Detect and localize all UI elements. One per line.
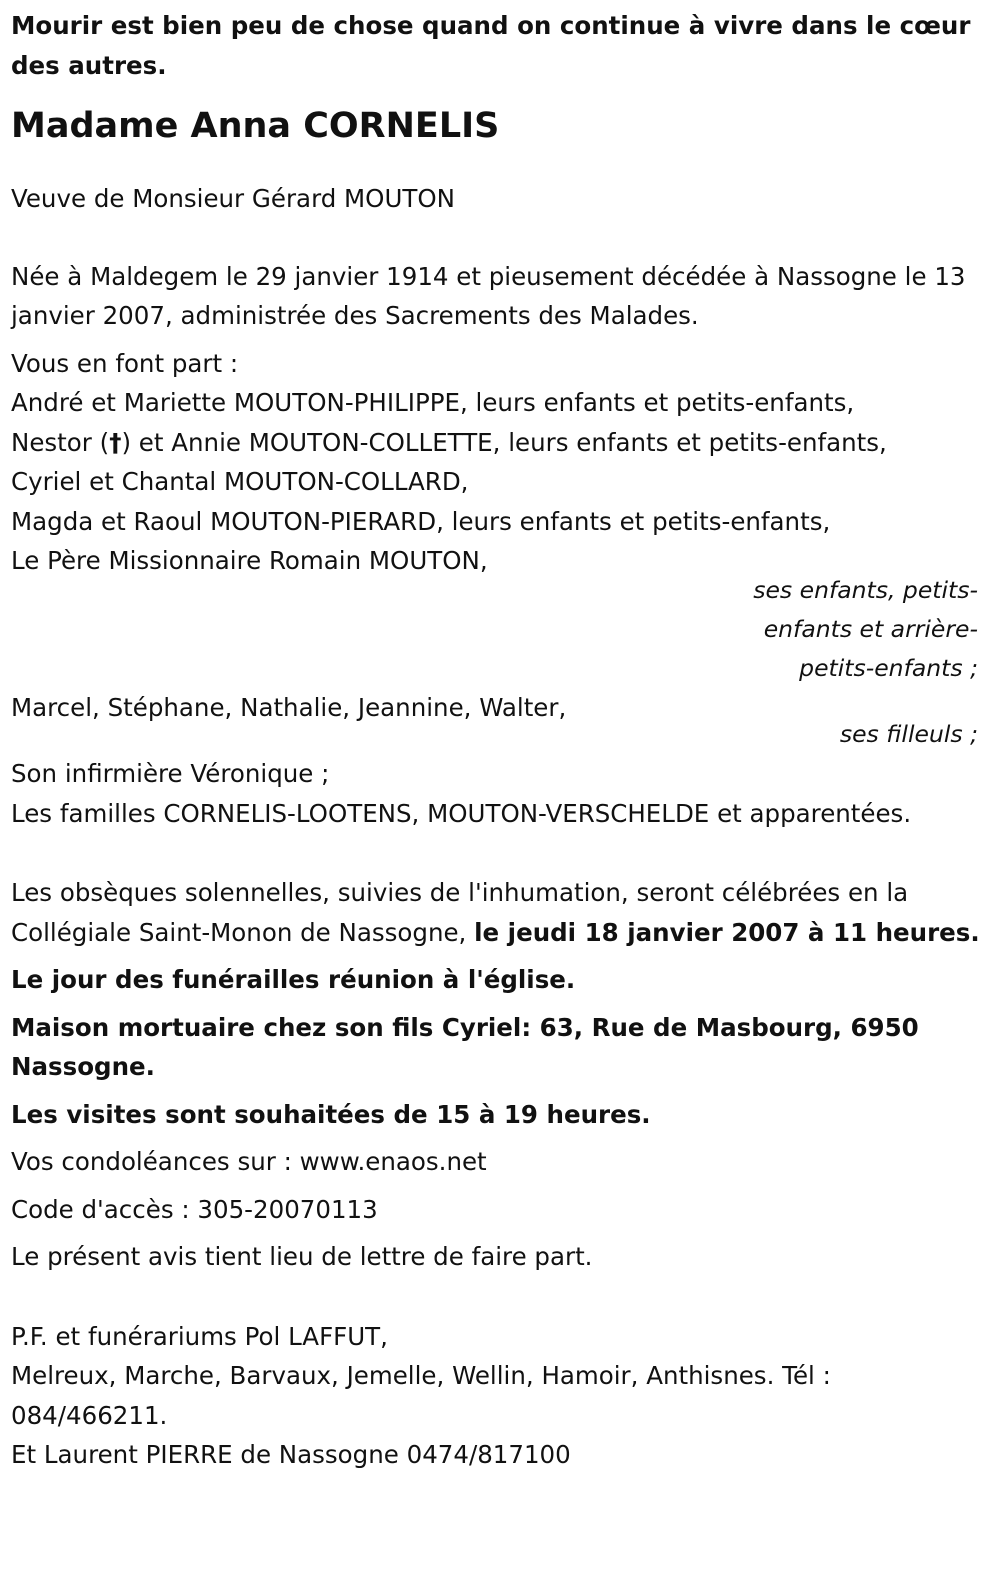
family-line	[11, 423, 982, 463]
funeral-text: Les obsèques solennelles, suivies de l'inhumation, seront célébrées en la Collégiale Saint-Monon de Nassogne,	[11, 878, 909, 947]
announce-intro: Vous en font part :	[11, 348, 239, 378]
family-line: Le Père Missionnaire Romain MOUTON,	[11, 546, 488, 575]
funeral-home-partner: Et Laurent PIERRE de Nassogne 0474/817100	[11, 1440, 571, 1469]
godchildren-line: Marcel, Stéphane, Nathalie, Jeannine, Walter,	[11, 692, 567, 722]
family-line: Cyriel et Chantal MOUTON-COLLARD,	[11, 467, 469, 496]
funeral-home-locations: Melreux, Marche, Barvaux, Jemelle, Wellin, Hamoir, Anthisnes. Tél : 084/466211.	[11, 1361, 831, 1430]
condolences-line: Vos condoléances sur : www.enaos.net	[11, 1147, 487, 1176]
family-line: André et Mariette MOUTON-PHILIPPE, leurs enfants et petits-enfants,	[11, 388, 855, 417]
family-name-part: Nestor (	[11, 427, 110, 457]
families-line: Les familles CORNELIS-LOOTENS, MOUTON-VERSCHELDE et apparentées.	[11, 798, 912, 828]
family-name-part: ) et Annie MOUTON-COLLETTE, leurs enfants et petits-enfants,	[121, 427, 887, 457]
mortuary-line: Maison mortuaire chez son fils Cyriel: 63, Rue de Masbourg, 6950 Nassogne.	[11, 1012, 919, 1081]
role-godchildren: ses filleuls ;	[839, 720, 978, 748]
widow-line: Veuve de Monsieur Gérard MOUTON	[11, 184, 455, 213]
epitaph-quote: Mourir est bien peu de chose quand on continue à vivre dans le cœur des autres.	[11, 11, 971, 80]
funeral-date: le jeudi 18 janvier 2007 à 11 heures.	[474, 917, 980, 947]
access-code-line: Code d'accès : 305-20070113	[11, 1194, 378, 1224]
notice-note: Le présent avis tient lieu de lettre de faire part.	[11, 1242, 593, 1271]
visits-line: Les visites sont souhaitées de 15 à 19 heures.	[11, 1099, 651, 1129]
meeting-line: Le jour des funérailles réunion à l'église.	[11, 965, 576, 994]
role-children-block	[732, 571, 982, 688]
deceased-name: Madame Anna CORNELIS	[11, 106, 500, 146]
cross-icon: †	[109, 427, 122, 457]
role-children: ses enfants, petits-enfants et arrière-petits-enfants ;	[753, 575, 978, 682]
funeral-paragraph	[11, 873, 982, 952]
family-line: Magda et Raoul MOUTON-PIERARD, leurs enfants et petits-enfants,	[11, 506, 831, 536]
birth-death-paragraph: Née à Maldegem le 29 janvier 1914 et pieusement décédée à Nassogne le 13 janvier 2007, administrée des Sacrements des Malades.	[11, 261, 966, 330]
nurse-line: Son infirmière Véronique ;	[11, 759, 330, 788]
funeral-home-name: P.F. et funérariums Pol LAFFUT,	[11, 1321, 388, 1351]
